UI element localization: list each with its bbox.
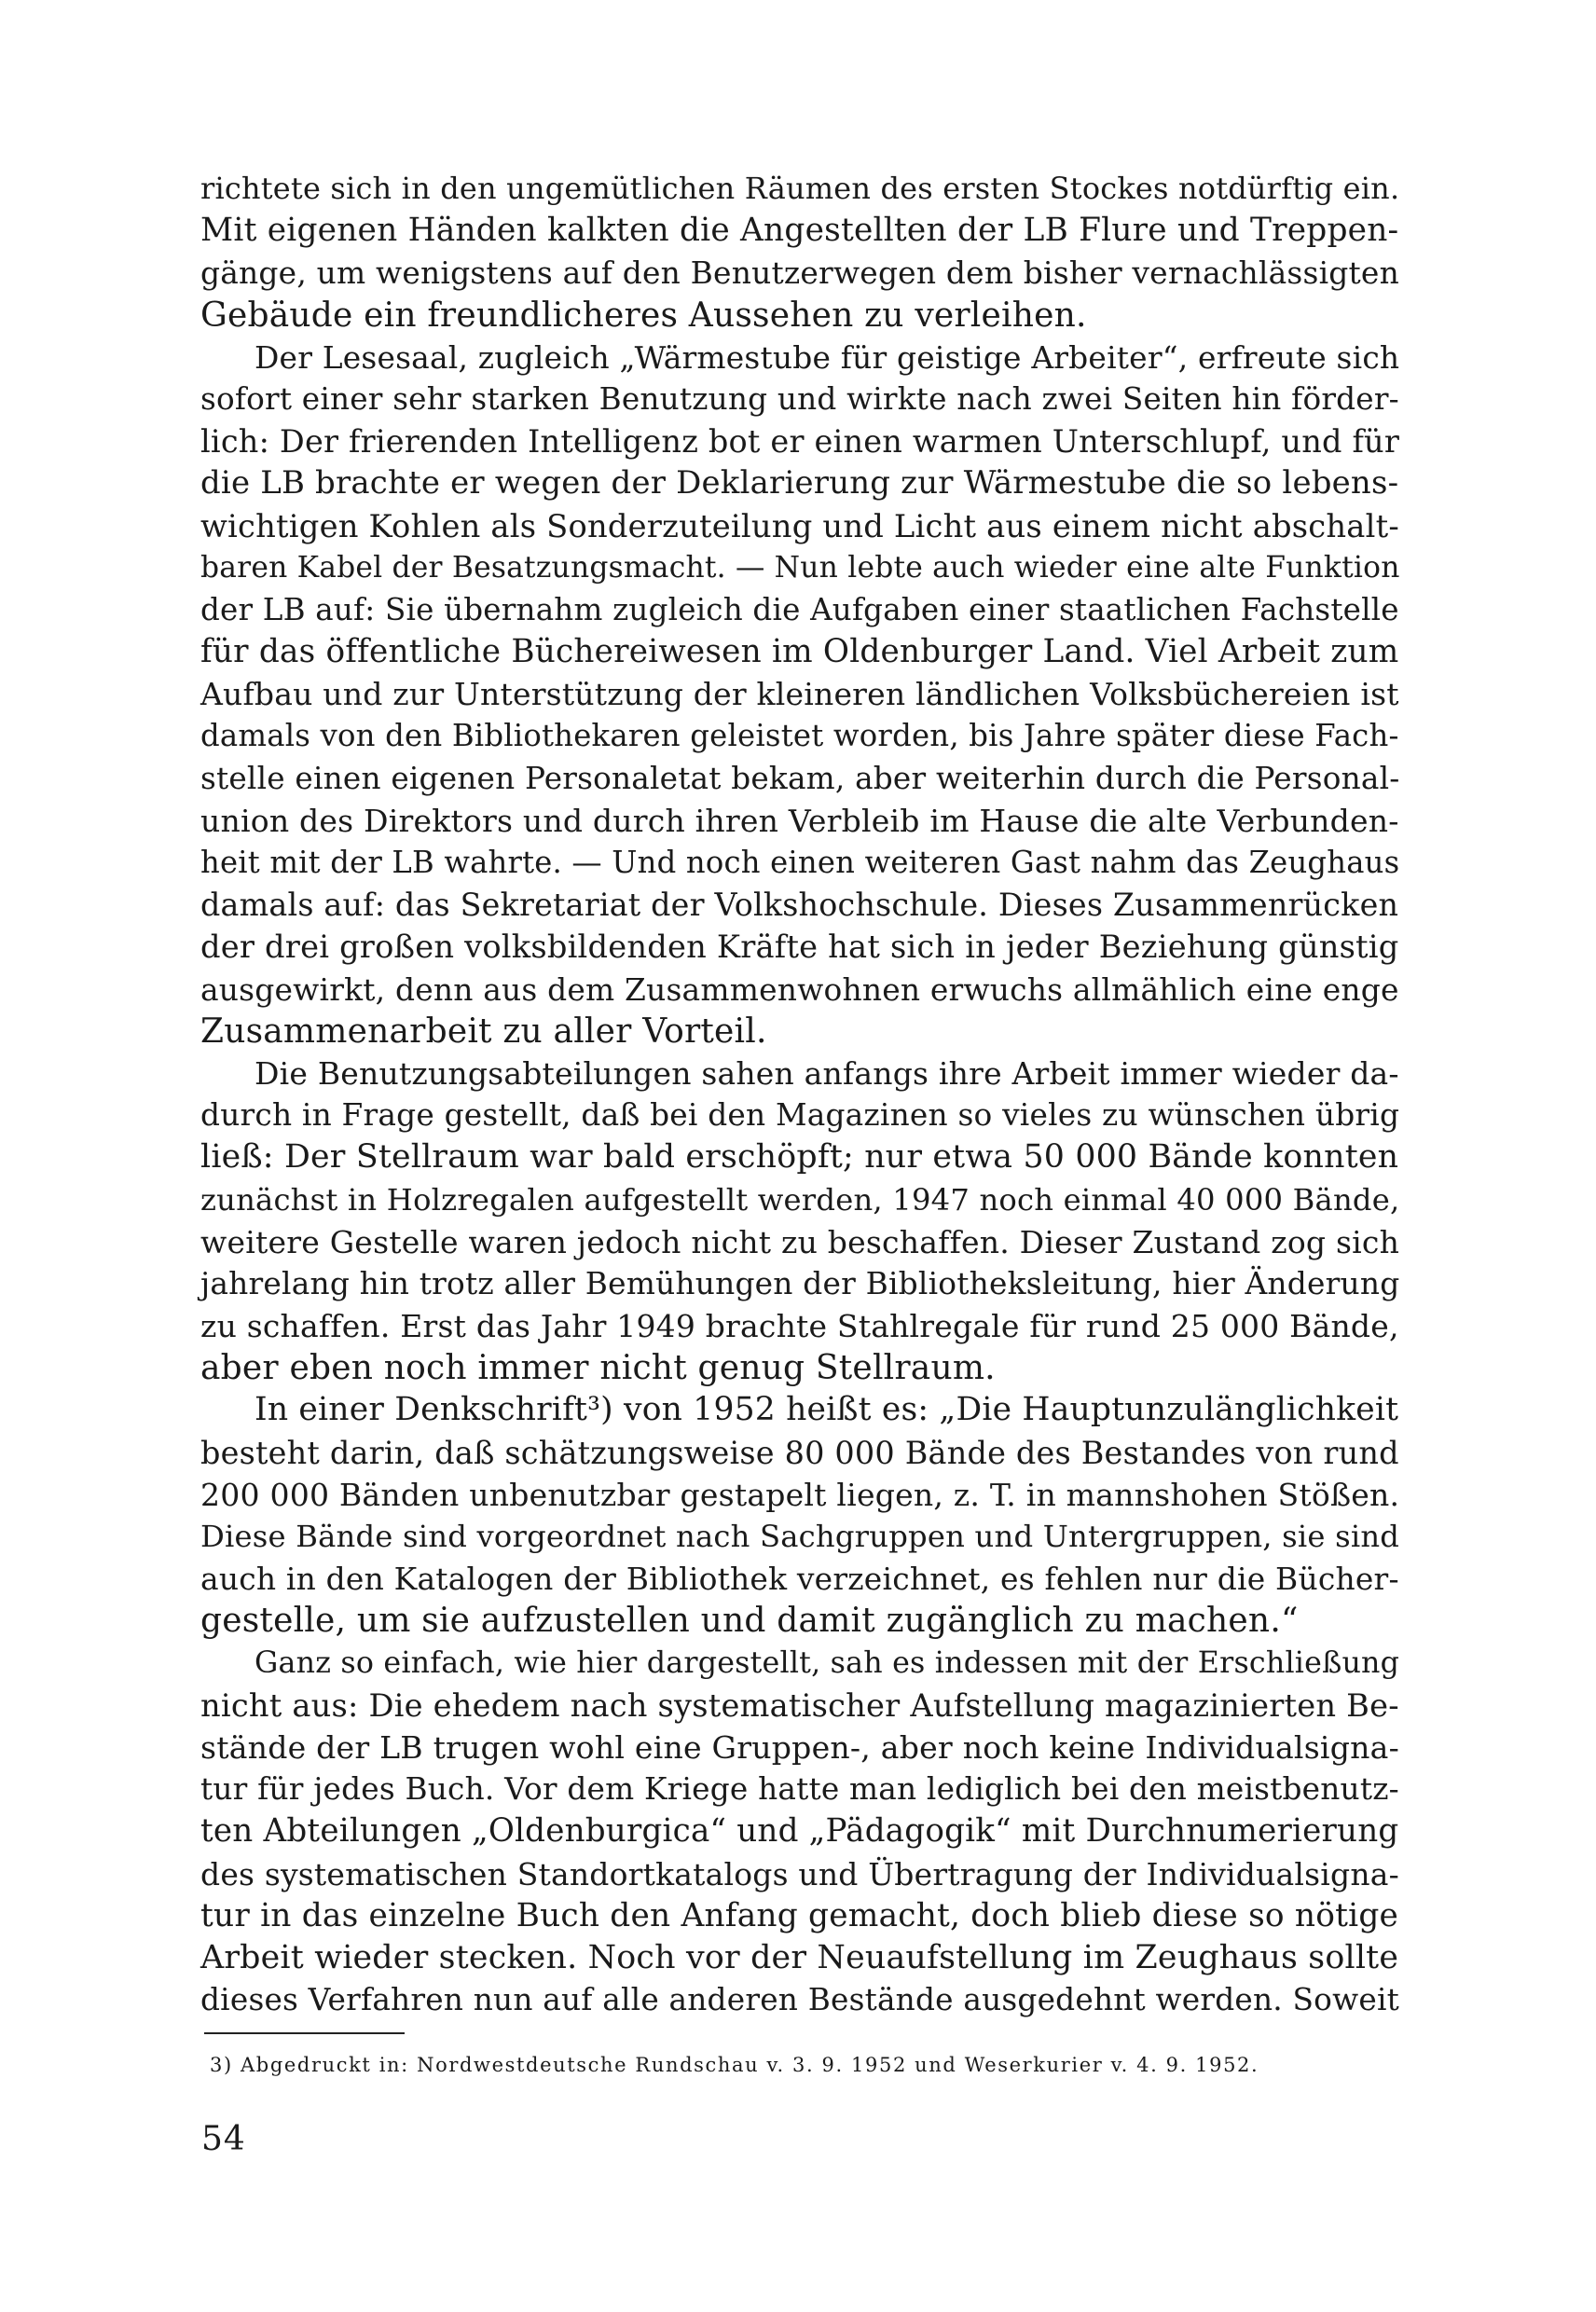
text-line: Gebäude ein freundlicheres Aussehen zu verleihen. (200, 296, 1087, 335)
text-line: In einer Denkschrift³) von 1952 heißt es: „Die Hauptunzulänglichkeit (255, 1391, 1399, 1429)
text-line: dieses Verfahren nun auf alle anderen Bestände ausgedehnt werden. Soweit (200, 1982, 1399, 2018)
text-line: der drei großen volksbildenden Kräfte hat sich in jeder Beziehung günstig (200, 929, 1399, 966)
text-line: Die Benutzungsabteilungen sahen anfangs ihre Arbeit immer wieder da- (255, 1054, 1399, 1092)
text-line: ausgewirkt, denn aus dem Zusammenwohnen erwuchs allmählich eine enge (200, 970, 1399, 1008)
text-line: sofort einer sehr starken Benutzung und wirkte nach zwei Seiten hin förder- (200, 380, 1399, 417)
text-line: ten Abteilungen „Oldenburgica“ und „Pädagogik“ mit Durchnumerierung (200, 1812, 1399, 1851)
text-line: wichtigen Kohlen als Sonderzuteilung und Licht aus einem nicht abschalt- (200, 507, 1399, 544)
text-line: Zusammenarbeit zu aller Vorteil. (200, 1012, 767, 1051)
text-line: damals auf: das Sekretariat der Volkshochschule. Dieses Zusammenrücken (200, 887, 1399, 924)
text-line: stelle einen eigenen Personaletat bekam, aber weiterhin durch die Personal- (200, 760, 1400, 796)
text-line: lich: Der frierenden Intelligenz bot er einen warmen Unterschlupf, und für (200, 423, 1400, 461)
page-number: 54 (201, 2120, 246, 2158)
text-line: heit mit der LB wahrte. — Und noch einen weiteren Gast nahm das Zeughaus (200, 845, 1400, 880)
text-line: besteht darin, daß schätzungsweise 80 000 Bände des Bestandes von rund (200, 1434, 1399, 1471)
text-line: aber eben noch immer nicht genug Stellraum. (200, 1349, 996, 1388)
footnote: 3) Abgedruckt in: Nordwestdeutsche Rundschau v. 3. 9. 1952 und Weserkurier v. 4. 9. 1952. (210, 2054, 1259, 2076)
text-line: nicht aus: Die ehedem nach systematischer Aufstellung magazinierten Be- (200, 1686, 1399, 1724)
text-line: auch in den Katalogen der Bibliothek verzeichnet, es fehlen nur die Bücher- (200, 1561, 1399, 1598)
text-line: damals von den Bibliothekaren geleistet worden, bis Jahre später diese Fach- (200, 718, 1399, 754)
text-line: Aufbau und zur Unterstützung der kleineren ländlichen Volksbüchereien ist (200, 676, 1399, 713)
text-line: baren Kabel der Besatzungsmacht. — Nun lebte auch wieder eine alte Funktion (200, 550, 1400, 585)
text-line: 200 000 Bänden unbenutzbar gestapelt liegen, z. T. in mannshohen Stößen. (200, 1476, 1400, 1513)
text-line: gestelle, um sie aufzustellen und damit zugänglich zu machen.“ (200, 1602, 1299, 1641)
text-line: des systematischen Standortkatalogs und Übertragung der Individualsigna- (200, 1855, 1400, 1892)
body-text (200, 168, 1398, 2021)
text-line: Diese Bände sind vorgeordnet nach Sachgruppen und Untergruppen, sie sind (200, 1519, 1400, 1554)
text-line: der LB auf: Sie übernahm zugleich die Aufgaben einer staatlichen Fachstelle (200, 591, 1399, 627)
text-line: zu schaffen. Erst das Jahr 1949 brachte Stahlregale für rund 25 000 Bände, (200, 1308, 1399, 1345)
text-line: die LB brachte er wegen der Deklarierung zur Wärmestube die so lebens- (200, 465, 1399, 502)
text-line: zunächst in Holzregalen aufgestellt werden, 1947 noch einmal 40 000 Bände, (200, 1181, 1400, 1218)
text-line: Mit eigenen Händen kalkten die Angestellten der LB Flure und Treppen- (200, 212, 1399, 250)
text-line: ließ: Der Stellraum war bald erschöpft; nur etwa 50 000 Bände konnten (200, 1138, 1399, 1177)
text-line: jahrelang hin trotz aller Bemühungen der Bibliotheksleitung, hier Änderung (200, 1265, 1400, 1301)
text-line: tur für jedes Buch. Vor dem Kriege hatte man lediglich bei den meistbenutz- (200, 1771, 1399, 1808)
text-line: stände der LB trugen wohl eine Gruppen-, aber noch keine Individualsigna- (200, 1728, 1399, 1766)
text-line: richtete sich in den ungemütlichen Räumen des ersten Stockes notdürftig ein. (200, 171, 1400, 206)
text-line: tur in das einzelne Buch den Anfang gemacht, doch blieb diese so nötige (200, 1896, 1399, 1934)
text-line: union des Direktors und durch ihren Verbleib im Hause die alte Verbunden- (200, 802, 1399, 839)
text-line: gänge, um wenigstens auf den Benutzerwegen dem bisher vernachlässigten (200, 255, 1399, 292)
text-line: weitere Gestelle waren jedoch nicht zu beschaffen. Dieser Zustand zog sich (200, 1223, 1400, 1260)
text-line: durch in Frage gestellt, daß bei den Magazinen so vieles zu wünschen übrig (200, 1097, 1400, 1134)
text-line: Der Lesesaal, zugleich „Wärmestube für geistige Arbeiter“, erfreute sich (255, 338, 1400, 376)
text-line: für das öffentliche Büchereiwesen im Oldenburger Land. Viel Arbeit zum (200, 633, 1399, 671)
text-line: Arbeit wieder stecken. Noch vor der Neuaufstellung im Zeughaus sollte (200, 1938, 1399, 1976)
footnote-rule (204, 2032, 405, 2034)
text-line: Ganz so einfach, wie hier dargestellt, sah es indessen mit der Erschließung (255, 1645, 1400, 1680)
